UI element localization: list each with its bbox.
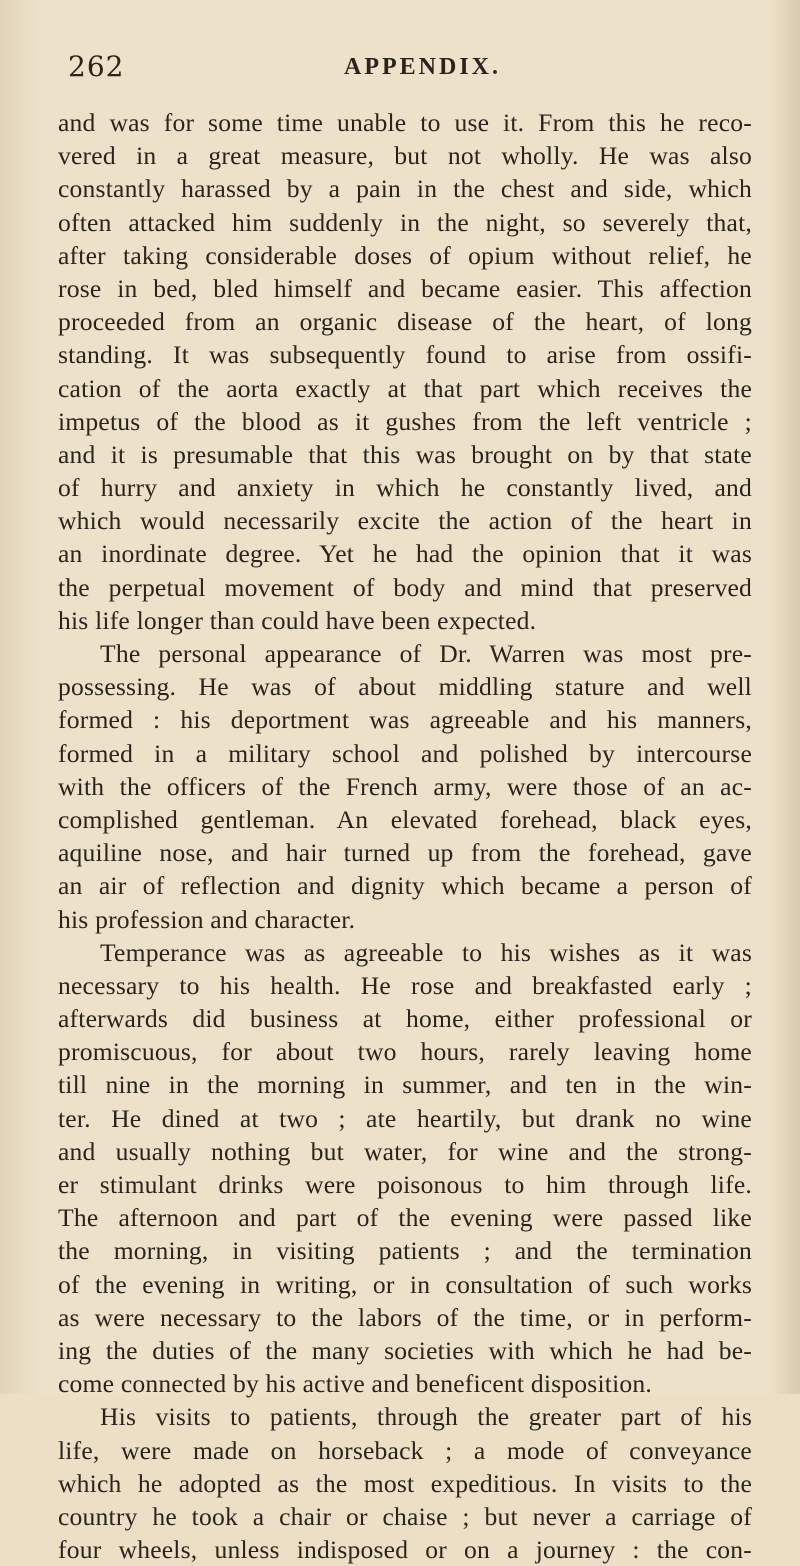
text-line: his life longer than could have been expected. (58, 605, 537, 635)
paragraph-3 (58, 936, 752, 1401)
text-line: country he took a chair or chaise ; but never a carriage of (58, 1501, 752, 1531)
text-line: The afternoon and part of the evening were passed like (58, 1203, 752, 1233)
text-line: an air of reflection and dignity which became a person of (58, 871, 752, 901)
text-line: His visits to patients, through the greater part of his (100, 1402, 752, 1432)
paragraph-4 (58, 1400, 752, 1566)
text-line: life, were made on horseback ; a mode of conveyance (58, 1435, 752, 1465)
text-line: four wheels, unless indisposed or on a journey : the con- (58, 1535, 752, 1565)
text-line: as were necessary to the labors of the time, or in perform- (58, 1302, 752, 1332)
text-line: ter. He dined at two ; ate heartily, but drank no wine (58, 1103, 752, 1133)
text-line: till nine in the morning in summer, and ten in the win- (58, 1070, 752, 1100)
text-line: complished gentleman. An elevated forehead, black eyes, (58, 804, 752, 834)
text-line: vered in a great measure, but not wholly. He was also (58, 141, 752, 171)
text-line: standing. It was subsequently found to arise from ossifi- (58, 340, 752, 370)
text-line: his profession and character. (58, 904, 356, 934)
page-number: 262 (68, 50, 125, 83)
text-line: come connected by his active and beneficent disposition. (58, 1369, 652, 1399)
text-line: necessary to his health. He rose and breakfasted early ; (58, 970, 752, 1000)
text-line: which would necessarily excite the action of the heart in (58, 506, 752, 536)
text-line: of hurry and anxiety in which he constantly lived, and (58, 473, 752, 503)
text-line: afterwards did business at home, either professional or (58, 1004, 752, 1034)
text-line: The personal appearance of Dr. Warren was most pre- (100, 639, 752, 668)
text-line: formed in a military school and polished by intercourse (58, 738, 752, 768)
text-line: an inordinate degree. Yet he had the opinion that it was (58, 539, 752, 569)
text-line: constantly harassed by a pain in the chest and side, which (58, 174, 752, 204)
page-header (68, 50, 748, 90)
text-line: possessing. He was of about middling stature and well (58, 672, 752, 702)
text-line: aquiline nose, and hair turned up from the forehead, gave (58, 838, 752, 868)
text-line: and it is presumable that this was brought on by that state (58, 439, 752, 469)
paragraph-1 (58, 106, 752, 637)
body-text (58, 106, 752, 1566)
text-line: proceeded from an organic disease of the heart, of long (58, 307, 752, 337)
text-line: often attacked him suddenly in the night, so severely that, (58, 207, 752, 237)
text-line: which he adopted as the most expeditious. In visits to the (58, 1468, 752, 1498)
text-line: and usually nothing but water, for wine and the strong- (58, 1136, 752, 1166)
text-line: of the evening in writing, or in consultation of such works (58, 1269, 752, 1299)
text-line: ing the duties of the many societies with which he had be- (58, 1335, 752, 1365)
text-line: impetus of the blood as it gushes from the left ventricle ; (58, 406, 752, 436)
text-line: and was for some time unable to use it. From this he reco- (58, 108, 752, 137)
text-line: rose in bed, bled himself and became easier. This affection (58, 273, 752, 303)
text-line: cation of the aorta exactly at that part which receives the (58, 373, 752, 403)
paragraph-2 (58, 637, 752, 936)
text-line: with the officers of the French army, were those of an ac- (58, 771, 752, 801)
text-line: the perpetual movement of body and mind that preserved (58, 572, 752, 602)
text-line: er stimulant drinks were poisonous to him through life. (58, 1170, 752, 1199)
text-line: promiscuous, for about two hours, rarely leaving home (58, 1037, 752, 1067)
running-head: APPENDIX. (344, 54, 501, 80)
text-line: the morning, in visiting patients ; and the termination (58, 1236, 752, 1266)
text-line: formed : his deportment was agreeable and his manners, (58, 705, 752, 735)
text-line: Temperance was as agreeable to his wishes as it was (100, 937, 752, 967)
text-line: after taking considerable doses of opium without relief, he (58, 240, 752, 270)
